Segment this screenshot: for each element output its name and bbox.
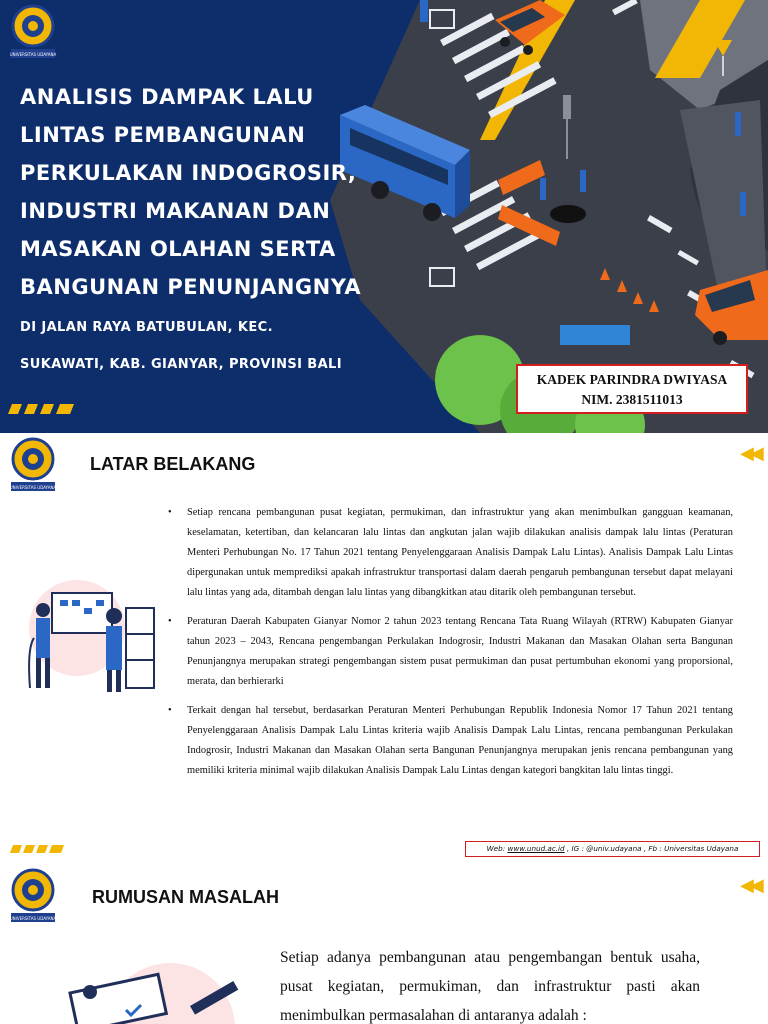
university-logo <box>9 437 57 493</box>
bullet-item: • Peraturan Daerah Kabupaten Gianyar Nomor 2 tahun 2023 tentang Rencana Tata Ruang Wilayah (RTRW) Kabupaten Gianyar tahun 2023 – 2043, Rencana pengembangan Perkulakan Indogrosir, Industri Makanan dan Masakan Olahan serta Bangunan Penunjangnya merupakan strategi pengembangan sistem pusat permukiman dan pusat pertumbuhan ekonomi yang proporsional, merata, dan berhierarki <box>168 612 733 692</box>
bullet-item: • Terkait dengan hal tersebut, berdasarkan Peraturan Menteri Perhubungan Republik Indonesia Nomor 17 Tahun 2021 tentang Penyelenggaraan Analisis Dampak Lalu Lintas kriteria wajib Analisis Dampak Lalu Lintas, rencana pembangunan Perkulakan Indogrosir, Industri Makanan dan Masakan Olahan serta Bangunan Penunjangnya merupakan jenis rencana pembangunan yang memiliki kriteria minimal wajib dilakukan Analisis Dampak Lalu Lintas dengan kategori bangkitan lalu lintas tinggi. <box>168 701 733 781</box>
double-chevron-left-icon[interactable]: ◀◀ <box>740 875 760 896</box>
cover-subtitle-line1: DI JALAN RAYA BATUBULAN, KEC. <box>20 320 273 335</box>
author-box <box>516 364 748 414</box>
background-bullet-list <box>168 503 733 790</box>
latar-belakang-slide <box>0 433 768 863</box>
cover-subtitle-line2: SUKAWATI, KAB. GIANYAR, PROVINSI BALI <box>20 357 342 372</box>
web-label: Web: <box>486 844 508 853</box>
double-chevron-left-icon[interactable]: ◀◀ <box>740 443 760 464</box>
logo-caption: UNIVERSITAS UDAYANA <box>9 52 57 57</box>
udayana-emblem-icon <box>9 4 57 60</box>
logo-caption: UNIVERSITAS UDAYANA <box>9 916 57 921</box>
university-logo <box>9 4 57 60</box>
stripe-decoration-icon <box>10 845 64 853</box>
author-name: KADEK PARINDRA DWIYASA <box>536 372 728 387</box>
social-handles: , IG : @univ.udayana , Fb : Universitas Udayana <box>564 844 739 853</box>
university-logo <box>9 868 57 924</box>
section-title: LATAR BELAKANG <box>90 454 256 474</box>
author-nim: NIM. 2381511013 <box>581 392 683 407</box>
cover-slide <box>0 0 768 433</box>
cover-title: ANALISIS DAMPAK LALU LINTAS PEMBANGUNAN PERKULAKAN INDOGROSIR, INDUSTRI MAKANAN DAN MASAKAN OLAHAN SERTA BANGUNAN PENUNJANGNYA <box>20 85 362 299</box>
rumusan-paragraph: Setiap adanya pembangunan atau pengembangan bentuk usaha, pusat kegiatan, permukiman, dan infrastruktur pasti akan menimbulkan permasalahan di antaranya adalah : <box>280 949 700 1024</box>
rumusan-masalah-slide <box>0 863 768 1024</box>
logo-caption: UNIVERSITAS UDAYANA <box>9 485 57 490</box>
team-board-illustration <box>22 578 162 698</box>
udayana-emblem-icon <box>9 868 57 924</box>
social-footer <box>465 841 760 857</box>
website-link[interactable]: www.unud.ac.id <box>507 844 565 853</box>
bullet-item: • Setiap rencana pembangunan pusat kegiatan, permukiman, dan infrastruktur yang akan menimbulkan gangguan keamanan, keselamatan, ketertiban, dan kelancaran lalu lintas dan angkutan jalan wajib dilakukan analisis dampak lalu lintas (Peraturan Menteri Perhubungan No. 17 Tahun 2021 tentang Penyelenggaraan Analisis Dampak Lalu Lintas). Analisis Dampak Lalu Lintas dipergunakan untuk memprediksi apakah infrastruktur transportasi dalam daerah pengaruh pembangunan tersebut dapat melayani lalu lintas yang ada, ditambah dengan lalu lintas yang dibangkitkan atau ditarik oleh pembangunan tersebut. <box>168 503 733 603</box>
udayana-emblem-icon <box>9 437 57 493</box>
clipboard-illustration <box>40 958 250 1024</box>
stripe-decoration-icon <box>8 404 74 414</box>
section-title: RUMUSAN MASALAH <box>92 887 279 907</box>
